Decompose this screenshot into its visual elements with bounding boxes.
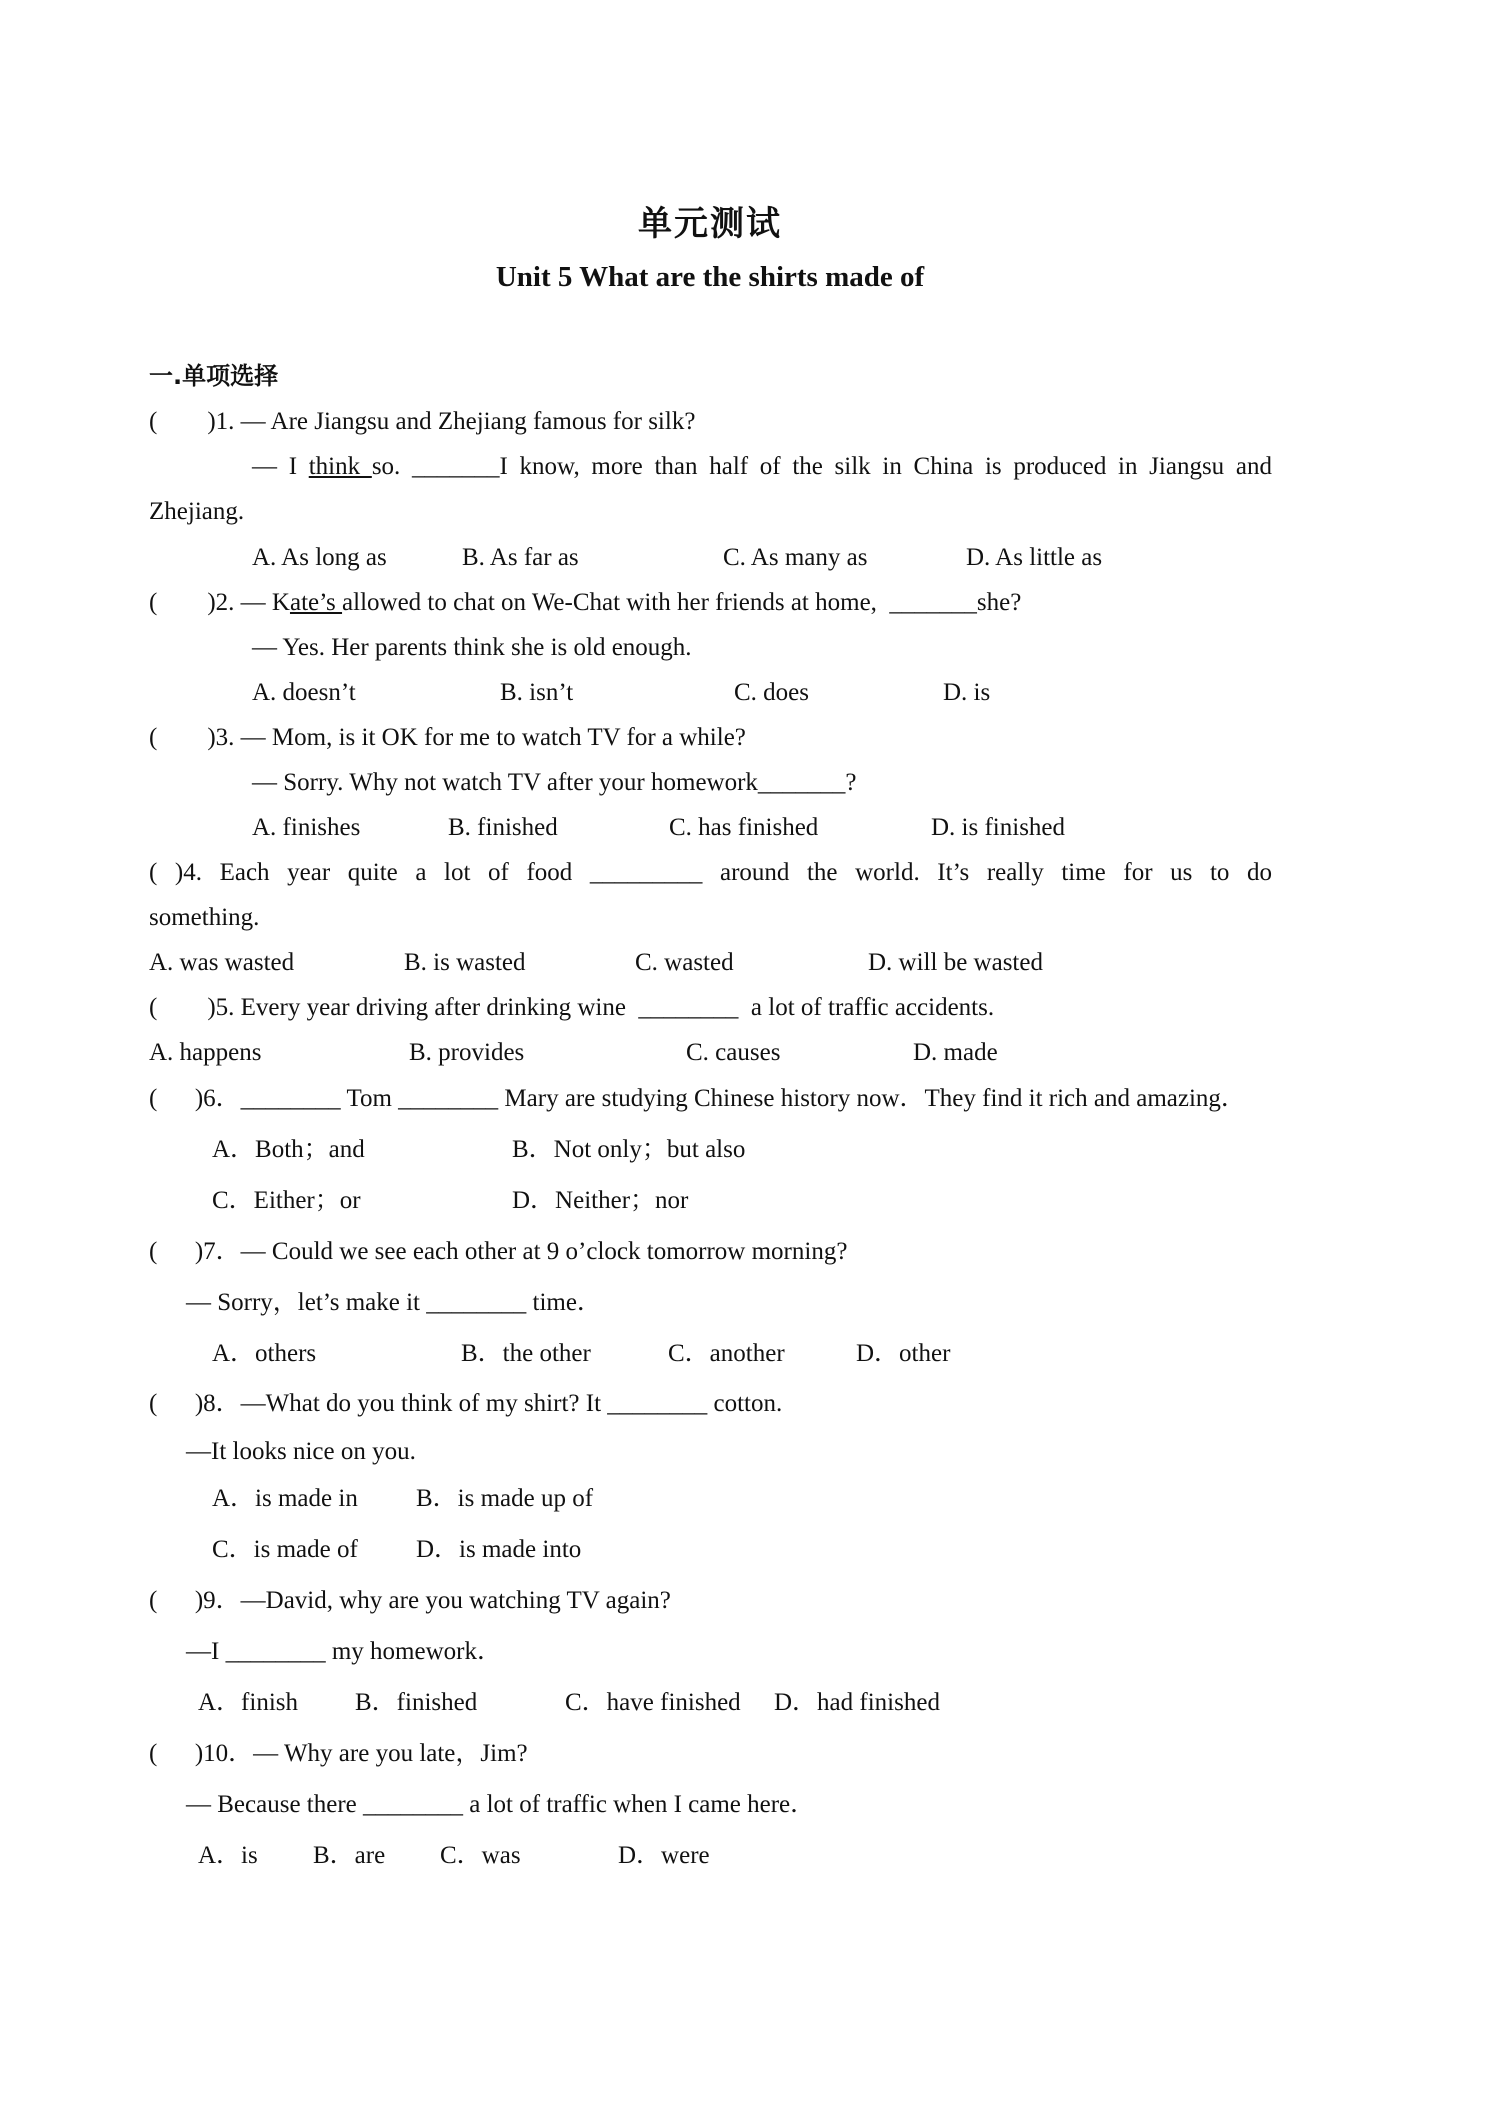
q4-option-b: B. is wasted [404,949,526,976]
q4-stem: ( )4. Each year quite a lot of food _________ around the world. It’s really time for us to do [149,859,1272,886]
q2-stem: ( )2. — Kate’s allowed to chat on We-Chat with her friends at home, _______she? [149,589,1022,616]
q2-reply: — Yes. Her parents think she is old enough. [252,634,692,661]
q9-option-b: B．finished [355,1689,478,1716]
q1-option-d: D. As little as [966,544,1103,571]
q1-option-a: A. As long as [252,544,387,571]
q10-reply: — Because there ________ a lot of traffic when I came here． [186,1791,816,1818]
q9-option-a: A．finish [198,1689,299,1716]
q3-option-a: A. finishes [252,814,361,841]
q5-option-c: C. causes [686,1039,781,1066]
q7-stem: ( )7．— Could we see each other at 9 o’clock tomorrow morning? [149,1238,848,1265]
q4-option-d: D. will be wasted [868,949,1043,976]
q1-option-c: C. As many as [723,544,868,571]
q2-option-c: C. does [734,679,809,706]
q8-stem: ( )8．—What do you think of my shirt? It ________ cotton. [149,1390,783,1417]
q2-option-a: A. doesn’t [252,679,356,706]
q8-option-c: C．is made of [212,1536,358,1563]
q5-option-d: D. made [913,1039,998,1066]
q4-option-a: A. was wasted [149,949,295,976]
q10-option-a: A．is [198,1842,258,1869]
q5-option-a: A. happens [149,1039,262,1066]
q6-option-b: B．Not only；but also [512,1136,746,1163]
q6-stem: ( )6．________ Tom ________ Mary are studying Chinese history now．They find it rich and amazing． [149,1085,1246,1112]
q6-option-c: C．Either；or [212,1187,361,1214]
q8-option-a: A．is made in [212,1485,358,1512]
q6-option-d: D．Neither；nor [512,1187,689,1214]
q10-stem: ( )10．— Why are you late，Jim? [149,1740,528,1767]
q9-option-c: C．have finished [565,1689,741,1716]
section-heading: 一.单项选择 [149,362,279,390]
q10-option-d: D．were [618,1842,710,1869]
q1-reply-continued: Zhejiang. [149,498,245,525]
q7-option-c: C．another [668,1340,785,1367]
q3-reply: — Sorry. Why not watch TV after your homework_______? [252,769,857,796]
q2-option-b: B. isn’t [500,679,574,706]
q10-option-c: C．was [440,1842,521,1869]
q3-option-d: D. is finished [931,814,1066,841]
q1-stem: ( )1. — Are Jiangsu and Zhejiang famous for silk? [149,408,696,435]
page-subtitle: Unit 5 What are the shirts made of [495,261,925,293]
q7-option-a: A．others [212,1340,317,1367]
q2-option-d: D. is [943,679,991,706]
q9-stem: ( )9．—David, why are you watching TV again? [149,1587,671,1614]
q9-reply: —I ________ my homework． [186,1638,502,1665]
q1-option-b: B. As far as [462,544,579,571]
q5-stem: ( )5. Every year driving after drinking wine ________ a lot of traffic accidents. [149,994,995,1021]
q8-option-b: B．is made up of [416,1485,594,1512]
q7-option-b: B．the other [461,1340,591,1367]
q5-option-b: B. provides [409,1039,525,1066]
q10-option-b: B．are [313,1842,386,1869]
q3-option-b: B. finished [448,814,558,841]
q7-option-d: D．other [856,1340,951,1367]
q7-reply: — Sorry，let’s make it ________ time． [186,1289,602,1316]
q3-stem: ( )3. — Mom, is it OK for me to watch TV for a while? [149,724,746,751]
q4-option-c: C. wasted [635,949,734,976]
page-title: 单元测试 [638,204,782,244]
q8-option-d: D．is made into [416,1536,582,1563]
q8-reply: —It looks nice on you. [186,1438,416,1465]
q6-option-a: A．Both；and [212,1136,365,1163]
q1-reply: — I think so. _______I know, more than half of the silk in China is produced in Jiangsu and [252,453,1272,480]
q9-option-d: D．had finished [774,1689,940,1716]
q4-stem-continued: something. [149,904,260,931]
q3-option-c: C. has finished [669,814,819,841]
